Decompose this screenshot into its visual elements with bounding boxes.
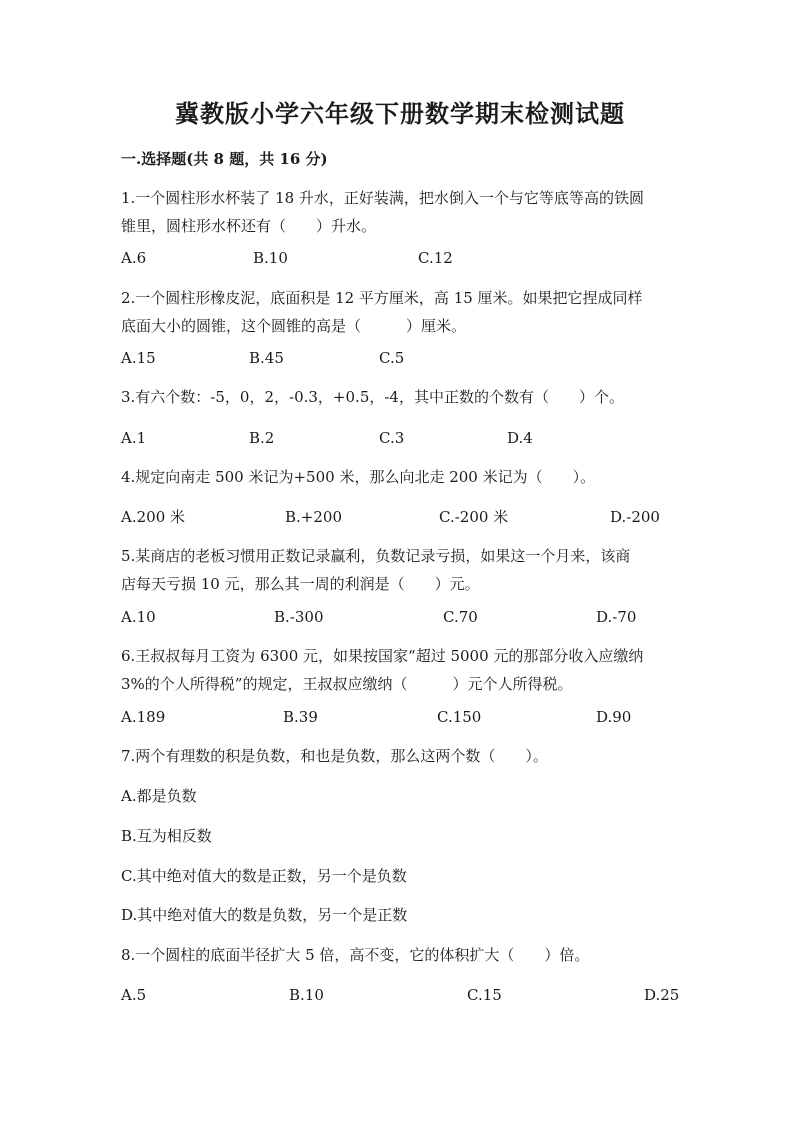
- q3-option-b: B.2: [249, 429, 275, 447]
- q5-option-a: A.10: [121, 608, 156, 626]
- question-2-line-1: 2.一个圆柱形橡皮泥，底面积是 12 平方厘米，高 15 厘米。如果把它捏成同样: [121, 289, 643, 307]
- question-5: [121, 542, 681, 598]
- q8-option-d: D.25: [644, 986, 680, 1004]
- q7-option-d: D.其中绝对值大的数是负数，另一个是正数: [121, 906, 408, 924]
- question-6: [121, 642, 681, 698]
- q7-option-c: C.其中绝对值大的数是正数，另一个是负数: [121, 867, 407, 885]
- question-5-line-2: 店每天亏损 10 元，那么其一周的利润是（ ）元。: [121, 575, 480, 593]
- q2-option-b: B.45: [249, 349, 284, 367]
- question-6-line-1: 6.王叔叔每月工资为 6300 元，如果按国家“超过 5000 元的那部分收入应缴纳: [121, 647, 644, 665]
- q8-option-a: A.5: [121, 986, 147, 1004]
- question-3-line-1: 3.有六个数：-5，0，2，-0.3，+0.5，-4，其中正数的个数有（ ）个。: [121, 388, 624, 406]
- q1-option-a: A.6: [121, 249, 147, 267]
- q3-option-a: A.1: [121, 429, 147, 447]
- question-4-line-1: 4.规定向南走 500 米记为+500 米，那么向北走 200 米记为（ ）。: [121, 468, 596, 486]
- q3-option-c: C.3: [379, 429, 405, 447]
- q5-option-d: D.-70: [596, 608, 637, 626]
- question-7: [121, 742, 681, 770]
- q6-option-b: B.39: [283, 708, 318, 726]
- q4-option-d: D.-200: [610, 508, 660, 526]
- question-1-line-2: 锥里，圆柱形水杯还有（ ）升水。: [121, 217, 377, 235]
- q2-option-a: A.15: [121, 349, 156, 367]
- question-3: [121, 383, 681, 411]
- q3-option-d: D.4: [507, 429, 533, 447]
- question-5-line-1: 5.某商店的老板习惯用正数记录赢利，负数记录亏损，如果这一个月来，该商: [121, 547, 631, 565]
- q5-option-c: C.70: [443, 608, 478, 626]
- q5-option-b: B.-300: [274, 608, 324, 626]
- question-4: [121, 463, 681, 491]
- question-8: [121, 941, 681, 969]
- q1-option-c: C.12: [418, 249, 453, 267]
- q6-option-a: A.189: [121, 708, 166, 726]
- section-heading: 一.选择题(共 8 题，共 16 分): [121, 150, 328, 168]
- q7-option-b: B.互为相反数: [121, 827, 212, 845]
- page-title: 冀教版小学六年级下册数学期末检测试题: [175, 99, 625, 128]
- question-8-line-1: 8.一个圆柱的底面半径扩大 5 倍，高不变，它的体积扩大（ ）倍。: [121, 946, 590, 964]
- q4-option-a: A.200 米: [121, 508, 185, 526]
- question-6-line-2: 3%的个人所得税”的规定，王叔叔应缴纳（ ）元个人所得税。: [121, 675, 573, 693]
- q6-option-c: C.150: [437, 708, 482, 726]
- q4-option-b: B.+200: [285, 508, 342, 526]
- question-1-line-1: 1.一个圆柱形水杯装了 18 升水，正好装满，把水倒入一个与它等底等高的铁圆: [121, 189, 644, 207]
- question-2: [121, 284, 681, 340]
- question-2-line-2: 底面大小的圆锥，这个圆锥的高是（ ）厘米。: [121, 317, 467, 335]
- q4-option-c: C.-200 米: [439, 508, 509, 526]
- question-1: [121, 184, 681, 240]
- q8-option-b: B.10: [289, 986, 324, 1004]
- q6-option-d: D.90: [596, 708, 632, 726]
- q1-option-b: B.10: [253, 249, 288, 267]
- question-7-line-1: 7.两个有理数的积是负数，和也是负数，那么这两个数（ ）。: [121, 747, 548, 765]
- q2-option-c: C.5: [379, 349, 405, 367]
- q8-option-c: C.15: [467, 986, 502, 1004]
- q7-option-a: A.都是负数: [121, 787, 197, 805]
